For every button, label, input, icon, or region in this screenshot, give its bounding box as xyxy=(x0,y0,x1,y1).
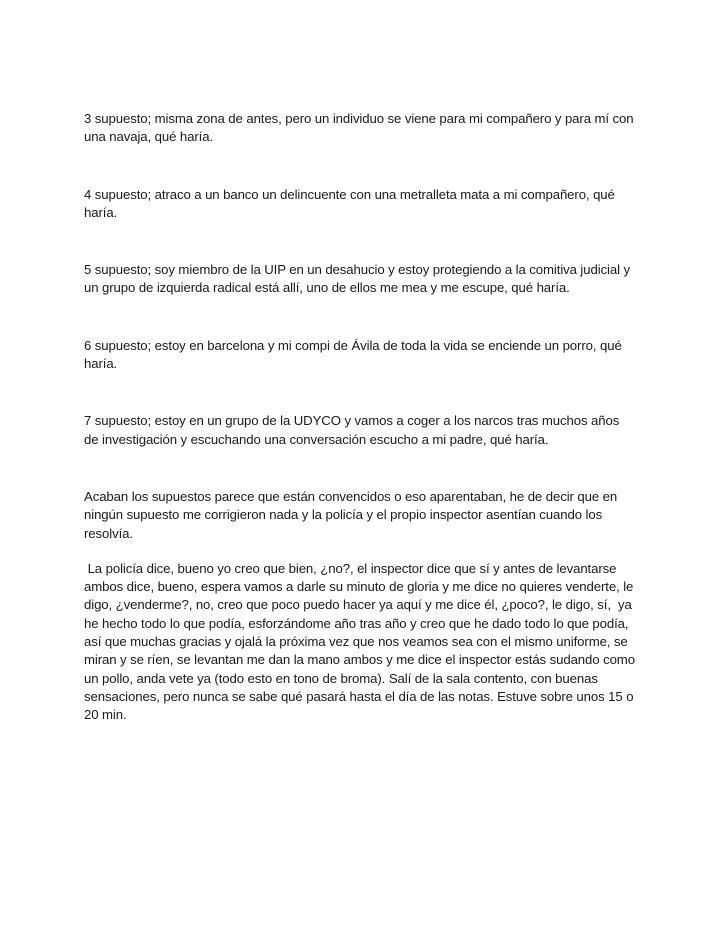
paragraph-supuesto-3: 3 supuesto; misma zona de antes, pero un individuo se viene para mi compañero y para mí con una navaja, qué haría. xyxy=(84,111,634,145)
paragraph-supuesto-5: 5 supuesto; soy miembro de la UIP en un desahucio y estoy protegiendo a la comitiva judicial y un grupo de izquierda radical está allí, uno de ellos me mea y me escupe, qué haría. xyxy=(84,262,631,296)
paragraph-closing: La policía dice, bueno yo creo que bien, ¿no?, el inspector dice que sí y antes de levantarse ambos dice, bueno, espera vamos a darle su minuto de gloria y me dice no quieres venderte, le digo, ¿venderme?, no, creo que poco puedo hacer ya aquí y me dice él, ¿poco?, le digo, sí, ya he hecho todo lo que podía, esforzándome año tras año y creo que he dado todo lo que podía, así que muchas gracias y ojalá la próxima vez que nos veamos sea con el mismo uniforme, se miran y se ríen, se levantan me dan la mano ambos y me dice el inspector estás sudando como un pollo, anda vete ya (todo esto en tono de broma). Salí de la sala contento, con buenas sensaciones, pero nunca se sabe qué pasará hasta el día de las notas. Estuve sobre unos 15 o 20 min. xyxy=(84,560,639,723)
paragraph-supuesto-4: 4 supuesto; atraco a un banco un delincuente con una metralleta mata a mi compañero, qué haría. xyxy=(84,186,615,220)
paragraph-supuesto-7: 7 supuesto; estoy en un grupo de la UDYCO y vamos a coger a los narcos tras muchos años de investigación y escuchando una conversación escucho a mi padre, qué haría. xyxy=(84,413,620,447)
document-page xyxy=(84,110,639,725)
paragraph-supuesto-6: 6 supuesto; estoy en barcelona y mi compi de Ávila de toda la vida se enciende un porro, qué haría. xyxy=(84,337,622,372)
paragraph-conclusion: Acaban los supuestos parece que están convencidos o eso aparentaban, he de decir que en ningún supuesto me corrigieron nada y la policía y el propio inspector asentían cuando los resolvía. xyxy=(84,488,618,541)
